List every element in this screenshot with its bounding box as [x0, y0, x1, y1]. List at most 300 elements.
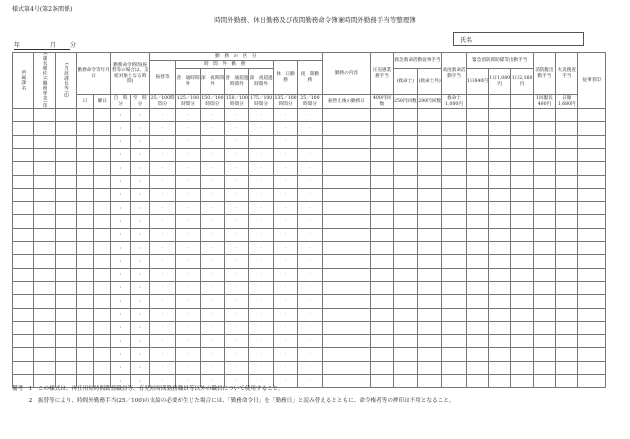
table-cell[interactable]	[511, 162, 533, 175]
table-cell[interactable]	[466, 335, 488, 348]
table-cell[interactable]: ·	[249, 375, 273, 388]
table-cell[interactable]: :	[130, 295, 149, 308]
table-cell[interactable]	[76, 162, 93, 175]
table-cell[interactable]: :	[111, 375, 130, 388]
table-cell[interactable]: ·	[249, 202, 273, 215]
table-cell[interactable]	[393, 375, 417, 388]
table-cell[interactable]: ·	[150, 188, 176, 201]
table-cell[interactable]	[418, 228, 442, 241]
table-cell[interactable]: ·	[225, 348, 249, 361]
table-cell[interactable]: ·	[176, 361, 200, 374]
table-cell[interactable]	[442, 135, 466, 148]
table-cell[interactable]: :	[111, 295, 130, 308]
table-cell[interactable]: :	[130, 308, 149, 321]
table-cell[interactable]	[393, 255, 417, 268]
table-cell[interactable]	[94, 215, 111, 228]
table-cell[interactable]: ·	[273, 268, 297, 281]
table-cell[interactable]: ·	[200, 148, 224, 161]
table-cell[interactable]: ·	[298, 281, 322, 294]
table-cell[interactable]	[13, 175, 34, 188]
table-cell[interactable]	[55, 228, 76, 241]
table-cell[interactable]	[556, 122, 578, 135]
table-cell[interactable]	[556, 202, 578, 215]
table-cell[interactable]	[578, 148, 606, 161]
table-cell[interactable]: ·	[200, 175, 224, 188]
table-cell[interactable]: ·	[298, 162, 322, 175]
table-cell[interactable]	[533, 308, 555, 321]
table-cell[interactable]	[466, 321, 488, 334]
table-cell[interactable]: :	[130, 215, 149, 228]
table-cell[interactable]	[393, 175, 417, 188]
table-cell[interactable]: ·	[249, 308, 273, 321]
table-cell[interactable]	[442, 242, 466, 255]
table-cell[interactable]: ·	[249, 122, 273, 135]
table-cell[interactable]	[489, 268, 511, 281]
table-cell[interactable]	[371, 295, 393, 308]
table-cell[interactable]	[442, 268, 466, 281]
table-cell[interactable]	[466, 255, 488, 268]
table-cell[interactable]	[322, 335, 371, 348]
table-cell[interactable]	[442, 175, 466, 188]
table-cell[interactable]	[578, 335, 606, 348]
table-cell[interactable]	[34, 242, 55, 255]
table-cell[interactable]	[371, 188, 393, 201]
table-cell[interactable]	[578, 215, 606, 228]
table-cell[interactable]: ·	[249, 175, 273, 188]
table-cell[interactable]: :	[130, 228, 149, 241]
table-cell[interactable]	[55, 281, 76, 294]
table-cell[interactable]	[322, 361, 371, 374]
table-cell[interactable]	[76, 122, 93, 135]
table-cell[interactable]	[489, 135, 511, 148]
table-cell[interactable]	[489, 202, 511, 215]
table-cell[interactable]	[393, 348, 417, 361]
table-cell[interactable]: :	[111, 361, 130, 374]
table-cell[interactable]: ·	[298, 228, 322, 241]
table-cell[interactable]: ·	[225, 242, 249, 255]
table-cell[interactable]: ·	[150, 255, 176, 268]
table-cell[interactable]: ·	[298, 255, 322, 268]
table-cell[interactable]: ·	[249, 242, 273, 255]
table-cell[interactable]	[533, 162, 555, 175]
table-cell[interactable]	[442, 295, 466, 308]
table-cell[interactable]	[34, 268, 55, 281]
table-cell[interactable]	[511, 122, 533, 135]
table-cell[interactable]: :	[111, 255, 130, 268]
table-cell[interactable]: ·	[249, 228, 273, 241]
table-cell[interactable]: ·	[200, 202, 224, 215]
table-cell[interactable]	[76, 242, 93, 255]
table-cell[interactable]	[556, 162, 578, 175]
table-cell[interactable]: ·	[298, 361, 322, 374]
table-cell[interactable]: ·	[298, 215, 322, 228]
table-cell[interactable]	[13, 255, 34, 268]
table-cell[interactable]	[418, 135, 442, 148]
table-cell[interactable]: ·	[298, 268, 322, 281]
table-cell[interactable]	[533, 242, 555, 255]
table-cell[interactable]: ·	[249, 281, 273, 294]
table-cell[interactable]: ·	[150, 162, 176, 175]
table-cell[interactable]	[511, 215, 533, 228]
table-cell[interactable]: :	[130, 135, 149, 148]
table-cell[interactable]	[393, 242, 417, 255]
table-cell[interactable]	[13, 295, 34, 308]
table-cell[interactable]	[466, 175, 488, 188]
table-cell[interactable]: ·	[200, 335, 224, 348]
table-cell[interactable]	[371, 135, 393, 148]
table-cell[interactable]: ·	[225, 375, 249, 388]
table-cell[interactable]	[13, 268, 34, 281]
table-cell[interactable]	[533, 361, 555, 374]
table-cell[interactable]	[371, 268, 393, 281]
table-cell[interactable]	[322, 321, 371, 334]
table-cell[interactable]	[55, 348, 76, 361]
table-cell[interactable]	[393, 162, 417, 175]
table-cell[interactable]	[578, 109, 606, 122]
table-cell[interactable]	[578, 308, 606, 321]
table-cell[interactable]	[578, 255, 606, 268]
table-cell[interactable]	[578, 295, 606, 308]
table-cell[interactable]: :	[111, 335, 130, 348]
table-cell[interactable]	[322, 109, 371, 122]
table-cell[interactable]: ·	[225, 361, 249, 374]
table-cell[interactable]	[94, 335, 111, 348]
table-cell[interactable]	[371, 148, 393, 161]
table-cell[interactable]	[556, 188, 578, 201]
table-cell[interactable]	[578, 281, 606, 294]
table-cell[interactable]	[533, 202, 555, 215]
table-cell[interactable]: ·	[225, 308, 249, 321]
table-cell[interactable]	[511, 135, 533, 148]
table-cell[interactable]	[34, 202, 55, 215]
table-cell[interactable]	[418, 215, 442, 228]
table-cell[interactable]: :	[130, 148, 149, 161]
table-cell[interactable]: :	[130, 162, 149, 175]
table-cell[interactable]	[533, 228, 555, 241]
table-cell[interactable]: ·	[176, 162, 200, 175]
table-cell[interactable]	[466, 148, 488, 161]
table-cell[interactable]	[393, 228, 417, 241]
table-cell[interactable]	[556, 348, 578, 361]
table-cell[interactable]	[418, 122, 442, 135]
table-cell[interactable]	[55, 109, 76, 122]
table-cell[interactable]	[578, 162, 606, 175]
table-cell[interactable]: ·	[298, 348, 322, 361]
table-cell[interactable]	[418, 321, 442, 334]
table-cell[interactable]	[393, 308, 417, 321]
table-cell[interactable]	[578, 361, 606, 374]
table-cell[interactable]: :	[130, 361, 149, 374]
table-cell[interactable]	[76, 308, 93, 321]
table-cell[interactable]	[322, 255, 371, 268]
table-cell[interactable]	[418, 308, 442, 321]
table-cell[interactable]: ·	[225, 215, 249, 228]
table-cell[interactable]	[371, 215, 393, 228]
name-field[interactable]	[453, 32, 584, 46]
table-cell[interactable]	[556, 175, 578, 188]
table-cell[interactable]	[533, 255, 555, 268]
table-cell[interactable]	[489, 109, 511, 122]
table-cell[interactable]	[94, 295, 111, 308]
table-cell[interactable]: ·	[200, 268, 224, 281]
table-cell[interactable]	[556, 281, 578, 294]
table-cell[interactable]	[55, 268, 76, 281]
table-cell[interactable]	[511, 175, 533, 188]
table-cell[interactable]: ·	[273, 215, 297, 228]
table-cell[interactable]	[489, 228, 511, 241]
table-cell[interactable]: :	[130, 375, 149, 388]
table-cell[interactable]: ·	[273, 255, 297, 268]
table-cell[interactable]: ·	[249, 188, 273, 201]
table-cell[interactable]	[94, 162, 111, 175]
table-cell[interactable]	[94, 242, 111, 255]
table-cell[interactable]	[76, 268, 93, 281]
table-cell[interactable]	[489, 295, 511, 308]
table-cell[interactable]	[34, 175, 55, 188]
table-cell[interactable]: :	[130, 109, 149, 122]
table-cell[interactable]: ·	[249, 135, 273, 148]
table-cell[interactable]: ·	[176, 308, 200, 321]
table-cell[interactable]: ·	[225, 162, 249, 175]
table-cell[interactable]: :	[111, 162, 130, 175]
table-cell[interactable]	[322, 281, 371, 294]
table-cell[interactable]	[94, 281, 111, 294]
table-cell[interactable]	[13, 122, 34, 135]
table-cell[interactable]	[418, 188, 442, 201]
table-cell[interactable]	[418, 281, 442, 294]
table-cell[interactable]	[578, 348, 606, 361]
table-cell[interactable]	[393, 281, 417, 294]
table-cell[interactable]	[55, 148, 76, 161]
table-cell[interactable]	[466, 228, 488, 241]
table-cell[interactable]	[322, 188, 371, 201]
table-cell[interactable]: ·	[200, 295, 224, 308]
table-cell[interactable]	[533, 135, 555, 148]
table-cell[interactable]	[556, 228, 578, 241]
table-cell[interactable]	[322, 122, 371, 135]
table-cell[interactable]	[489, 375, 511, 388]
table-cell[interactable]	[533, 268, 555, 281]
table-cell[interactable]: ·	[298, 175, 322, 188]
table-cell[interactable]	[578, 175, 606, 188]
table-cell[interactable]	[94, 202, 111, 215]
table-cell[interactable]	[533, 122, 555, 135]
table-cell[interactable]: ·	[150, 268, 176, 281]
table-cell[interactable]	[511, 295, 533, 308]
table-cell[interactable]	[322, 215, 371, 228]
table-cell[interactable]	[371, 375, 393, 388]
table-cell[interactable]	[76, 135, 93, 148]
table-cell[interactable]	[76, 202, 93, 215]
table-cell[interactable]	[371, 202, 393, 215]
table-cell[interactable]	[533, 215, 555, 228]
table-cell[interactable]	[511, 228, 533, 241]
table-cell[interactable]	[533, 281, 555, 294]
table-cell[interactable]: ·	[273, 228, 297, 241]
table-cell[interactable]: :	[111, 215, 130, 228]
table-cell[interactable]	[556, 215, 578, 228]
table-cell[interactable]	[34, 188, 55, 201]
table-cell[interactable]: ·	[225, 148, 249, 161]
table-cell[interactable]	[533, 109, 555, 122]
table-cell[interactable]	[556, 242, 578, 255]
table-cell[interactable]	[578, 135, 606, 148]
table-cell[interactable]	[466, 375, 488, 388]
table-cell[interactable]: ·	[298, 188, 322, 201]
table-cell[interactable]	[371, 175, 393, 188]
table-cell[interactable]: ·	[176, 135, 200, 148]
table-cell[interactable]: ·	[298, 321, 322, 334]
table-cell[interactable]	[578, 268, 606, 281]
table-cell[interactable]	[511, 188, 533, 201]
table-cell[interactable]: ·	[273, 308, 297, 321]
table-cell[interactable]: :	[111, 148, 130, 161]
table-cell[interactable]: ·	[150, 175, 176, 188]
table-cell[interactable]	[13, 348, 34, 361]
table-cell[interactable]	[76, 175, 93, 188]
table-cell[interactable]: ·	[150, 361, 176, 374]
table-cell[interactable]: ·	[200, 361, 224, 374]
table-cell[interactable]	[466, 281, 488, 294]
table-cell[interactable]: ·	[273, 348, 297, 361]
table-cell[interactable]: ·	[176, 321, 200, 334]
table-cell[interactable]: ·	[298, 122, 322, 135]
table-cell[interactable]	[511, 148, 533, 161]
table-cell[interactable]	[13, 215, 34, 228]
table-cell[interactable]	[393, 268, 417, 281]
table-cell[interactable]	[466, 135, 488, 148]
table-cell[interactable]	[13, 308, 34, 321]
table-cell[interactable]: ·	[273, 242, 297, 255]
table-cell[interactable]: :	[130, 202, 149, 215]
table-cell[interactable]: ·	[225, 135, 249, 148]
table-cell[interactable]: ·	[150, 122, 176, 135]
table-cell[interactable]	[76, 215, 93, 228]
table-cell[interactable]: ·	[273, 162, 297, 175]
table-cell[interactable]: ·	[200, 162, 224, 175]
table-cell[interactable]	[76, 281, 93, 294]
table-cell[interactable]	[34, 135, 55, 148]
table-cell[interactable]	[393, 295, 417, 308]
table-cell[interactable]	[442, 255, 466, 268]
table-cell[interactable]	[466, 188, 488, 201]
table-cell[interactable]: ·	[225, 295, 249, 308]
table-cell[interactable]	[393, 122, 417, 135]
table-cell[interactable]: :	[111, 109, 130, 122]
table-cell[interactable]	[556, 109, 578, 122]
table-cell[interactable]: ·	[176, 188, 200, 201]
table-cell[interactable]	[489, 188, 511, 201]
table-cell[interactable]: :	[130, 268, 149, 281]
table-cell[interactable]	[94, 175, 111, 188]
year-month-field[interactable]: 年 月分	[14, 42, 90, 49]
table-cell[interactable]	[55, 255, 76, 268]
table-cell[interactable]	[76, 228, 93, 241]
table-cell[interactable]: ·	[225, 122, 249, 135]
table-cell[interactable]	[34, 335, 55, 348]
table-cell[interactable]	[393, 135, 417, 148]
table-cell[interactable]	[442, 228, 466, 241]
table-cell[interactable]	[13, 281, 34, 294]
table-cell[interactable]	[55, 335, 76, 348]
table-cell[interactable]	[533, 348, 555, 361]
table-cell[interactable]	[466, 268, 488, 281]
table-cell[interactable]	[418, 361, 442, 374]
table-cell[interactable]: ·	[150, 281, 176, 294]
table-cell[interactable]	[76, 295, 93, 308]
table-cell[interactable]	[13, 321, 34, 334]
table-cell[interactable]	[556, 148, 578, 161]
table-cell[interactable]: ·	[150, 308, 176, 321]
table-cell[interactable]	[55, 321, 76, 334]
table-cell[interactable]	[511, 321, 533, 334]
table-cell[interactable]	[55, 295, 76, 308]
table-cell[interactable]	[55, 361, 76, 374]
table-cell[interactable]	[442, 188, 466, 201]
table-cell[interactable]	[489, 175, 511, 188]
table-cell[interactable]: ·	[176, 228, 200, 241]
table-cell[interactable]	[442, 375, 466, 388]
table-cell[interactable]	[393, 321, 417, 334]
table-cell[interactable]	[533, 321, 555, 334]
table-cell[interactable]: ·	[249, 162, 273, 175]
table-cell[interactable]: ·	[298, 308, 322, 321]
table-cell[interactable]: ·	[176, 295, 200, 308]
table-cell[interactable]	[442, 361, 466, 374]
table-cell[interactable]	[511, 308, 533, 321]
table-cell[interactable]	[371, 348, 393, 361]
table-cell[interactable]	[556, 255, 578, 268]
table-cell[interactable]	[76, 255, 93, 268]
table-cell[interactable]	[578, 188, 606, 201]
table-cell[interactable]: ·	[273, 109, 297, 122]
table-cell[interactable]	[322, 228, 371, 241]
table-cell[interactable]: ·	[273, 135, 297, 148]
table-cell[interactable]	[371, 242, 393, 255]
table-cell[interactable]: :	[111, 268, 130, 281]
table-cell[interactable]	[489, 281, 511, 294]
table-cell[interactable]: ·	[273, 148, 297, 161]
table-cell[interactable]: ·	[298, 242, 322, 255]
table-cell[interactable]: :	[111, 122, 130, 135]
table-cell[interactable]: ·	[200, 228, 224, 241]
table-cell[interactable]	[393, 361, 417, 374]
table-cell[interactable]	[55, 175, 76, 188]
table-cell[interactable]: ·	[176, 348, 200, 361]
table-cell[interactable]	[55, 242, 76, 255]
table-cell[interactable]	[442, 122, 466, 135]
table-cell[interactable]	[13, 242, 34, 255]
table-cell[interactable]	[533, 148, 555, 161]
table-cell[interactable]: :	[130, 122, 149, 135]
table-cell[interactable]	[55, 188, 76, 201]
table-cell[interactable]	[393, 335, 417, 348]
table-cell[interactable]	[466, 242, 488, 255]
table-cell[interactable]	[466, 308, 488, 321]
table-cell[interactable]	[418, 348, 442, 361]
table-cell[interactable]	[442, 202, 466, 215]
table-cell[interactable]	[442, 215, 466, 228]
table-cell[interactable]	[371, 228, 393, 241]
table-cell[interactable]	[76, 148, 93, 161]
table-cell[interactable]: ·	[225, 228, 249, 241]
table-cell[interactable]	[511, 361, 533, 374]
table-cell[interactable]	[34, 321, 55, 334]
table-cell[interactable]	[511, 335, 533, 348]
table-cell[interactable]	[322, 135, 371, 148]
table-cell[interactable]	[578, 122, 606, 135]
table-cell[interactable]	[55, 215, 76, 228]
